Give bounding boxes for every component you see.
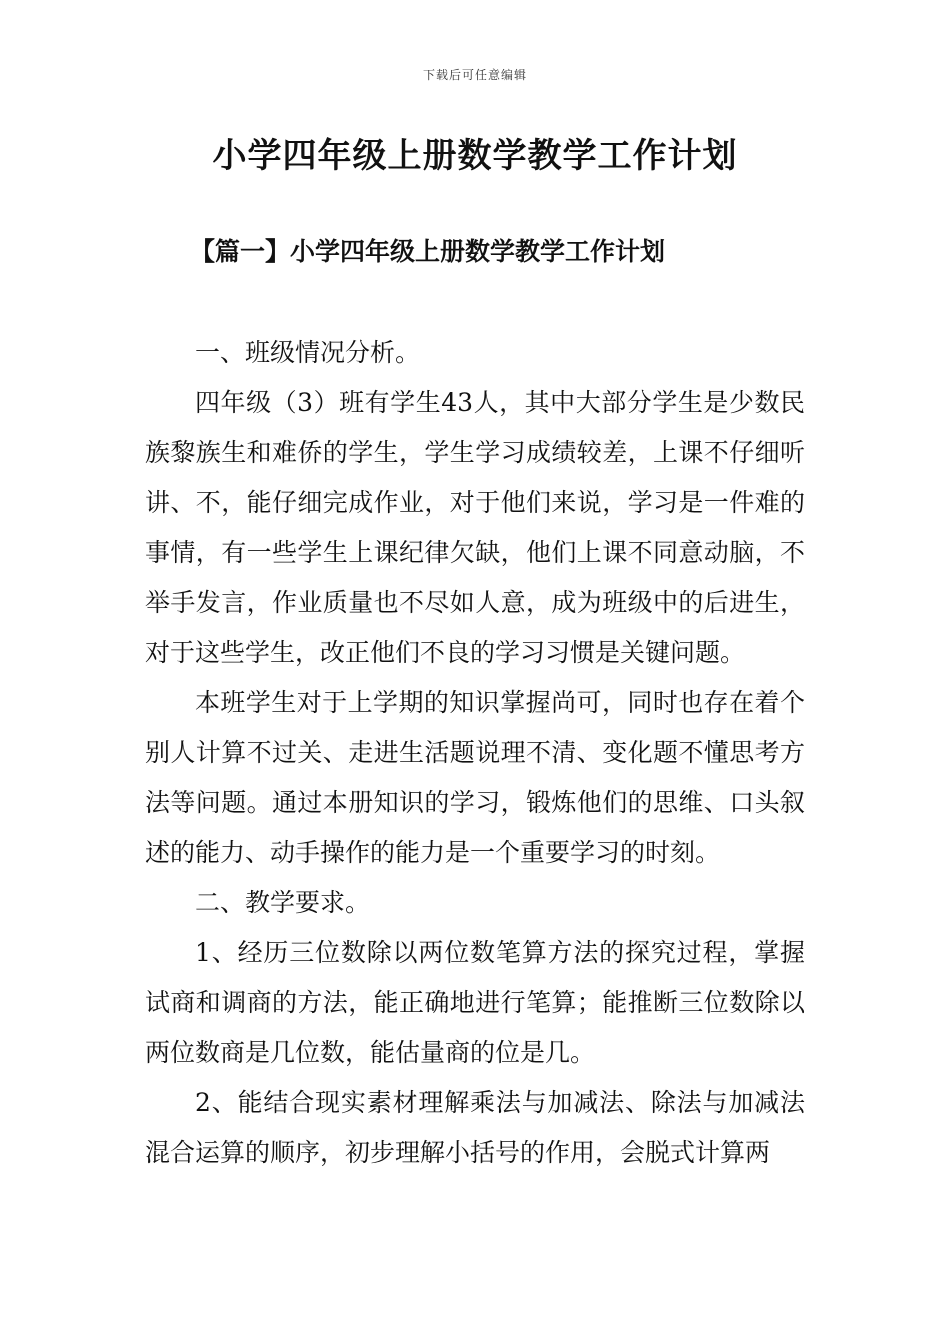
heading-teaching-requirements: 二、教学要求。 <box>195 888 371 917</box>
paragraph-requirement-2: 2、能结合现实素材理解乘法与加减法、除法与加减法混合运算的顺序，初步理解小括号的作用，会脱式计算两 <box>145 1088 805 1167</box>
paragraph-knowledge-status: 本班学生对于上学期的知识掌握尚可，同时也存在着个别人计算不过关、走进生活题说理不清、变化题不懂思考方法等问题。通过本册知识的学习，锻炼他们的思维、口头叙述的能力、动手操作的能力是一个重要学习的时刻。 <box>145 688 805 867</box>
heading-class-analysis: 一、班级情况分析。 <box>195 338 421 367</box>
section-title: 【篇一】小学四年级上册数学教学工作计划 <box>190 237 666 266</box>
document-title: 小学四年级上册数学教学工作计划 <box>212 136 738 176</box>
paragraph-requirement-1: 1、经历三位数除以两位数笔算方法的探究过程，掌握试商和调商的方法，能正确地进行笔算；能推断三位数除以两位数商是几位数，能估量商的位是几。 <box>145 938 805 1067</box>
header-note: 下载后可任意编辑 <box>422 68 527 82</box>
document-body <box>145 328 805 1178</box>
paragraph-class-situation: 四年级（3）班有学生43人，其中大部分学生是少数民族黎族生和难侨的学生，学生学习成绩较差，上课不仔细听讲、不，能仔细完成作业，对于他们来说，学习是一件难的事情，有一些学生上课纪律欠缺，他们上课不同意动脑，不举手发言，作业质量也不尽如人意，成为班级中的后进生，对于这些学生，改正他们不良的学习习惯是关键问题。 <box>145 388 805 667</box>
